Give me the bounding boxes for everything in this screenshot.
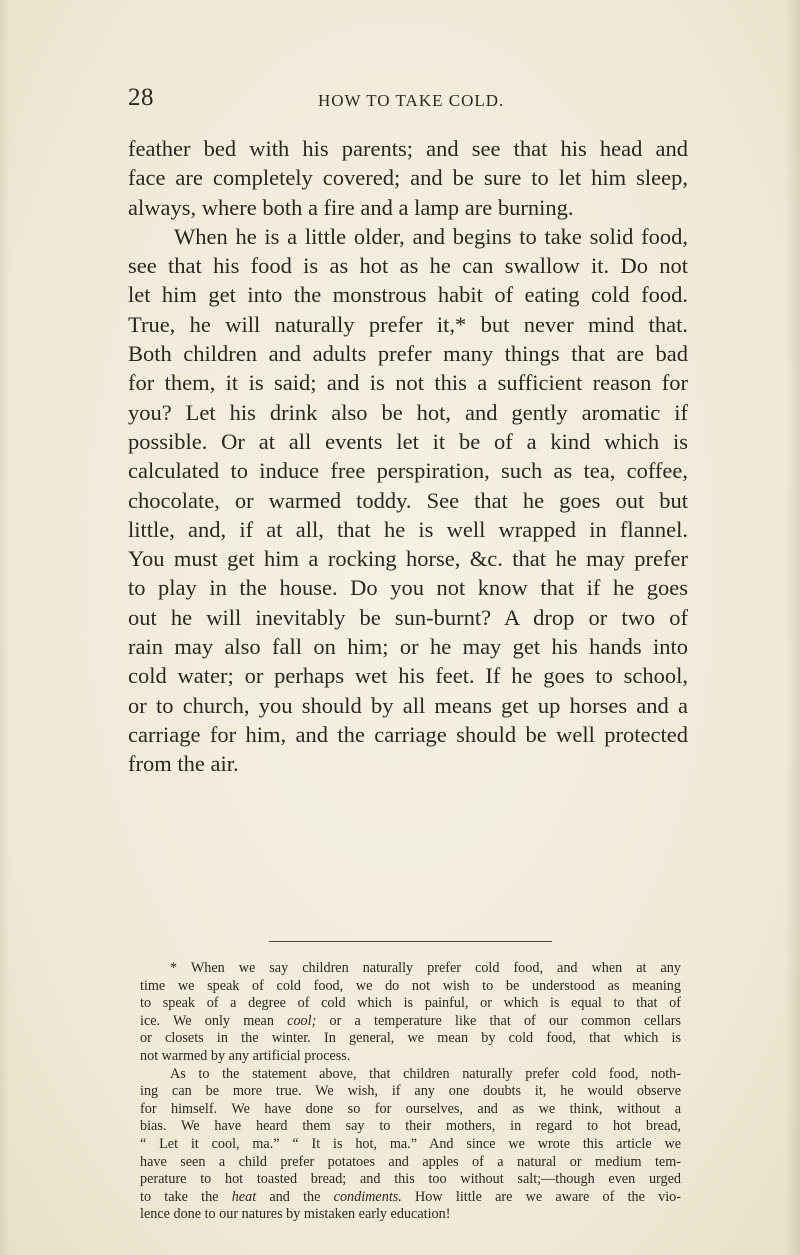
- footnote-rule: [269, 941, 552, 942]
- footnote-line: time we speak of cold food, we do not wish to be understood as meaning: [140, 977, 681, 994]
- page-header: [128, 84, 688, 114]
- footnote-line: [140, 1189, 681, 1207]
- body-line: see that his food is as hot as he can swallow it. Do not: [128, 253, 688, 279]
- body-line: True, he will naturally prefer it,* but never mind that.: [128, 311, 688, 337]
- footnote-text: How little are we aware of the vio-: [401, 1188, 681, 1205]
- body-line: chocolate, or warmed toddy. See that he goes out but: [128, 487, 688, 513]
- body-line: always, where both a fire and a lamp are burning.: [128, 194, 574, 220]
- page-edge-shade: [786, 0, 800, 1255]
- footnote-text: ice. We only mean: [140, 1012, 288, 1029]
- body-line: or to church, you should by all means get up horses and a: [128, 692, 688, 718]
- footnote-line: As to the statement above, that children naturally prefer cold food, noth-: [170, 1065, 681, 1082]
- body-line: you? Let his drink also be hot, and gently aromatic if: [128, 399, 688, 425]
- footnote-line: or closets in the winter. In general, we mean by cold food, that which is: [140, 1030, 681, 1047]
- body-line: carriage for him, and the carriage should be well protected: [128, 721, 688, 747]
- body-line: You must get him a rocking horse, &c. that he may prefer: [128, 546, 688, 572]
- body-line: Both children and adults prefer many things that are bad: [128, 341, 688, 367]
- footnote-italic: cool;: [287, 1012, 317, 1029]
- footnote-line: ing can be more true. We wish, if any one doubts it, he would observe: [140, 1083, 681, 1100]
- body-line: from the air.: [128, 751, 239, 777]
- footnote-line: not warmed by any artificial process.: [140, 1047, 351, 1064]
- page-gutter-shade: [0, 0, 10, 1255]
- page-number: 28: [128, 84, 154, 111]
- body-line: feather bed with his parents; and see that his head and: [128, 136, 688, 161]
- body-text: [128, 134, 688, 779]
- footnote-line: perature to hot toasted bread; and this too without salt;—though even urged: [140, 1171, 681, 1188]
- footnote-line: for himself. We have done so for ourselves, and as we think, without a: [140, 1100, 681, 1117]
- body-line: possible. Or at all events let it be of a kind which is: [128, 428, 688, 454]
- footnote-text: to take the: [140, 1188, 232, 1205]
- footnote-text: and the: [256, 1188, 334, 1205]
- footnote-line: lence done to our natures by mistaken early education!: [140, 1206, 451, 1223]
- footnote-line: have seen a child prefer potatoes and apples of a natural or medium tem-: [140, 1153, 681, 1170]
- footnote: [140, 960, 681, 1224]
- footnote-italic: condiments.: [333, 1188, 402, 1205]
- body-line: When he is a little older, and begins to take solid food,: [174, 223, 688, 249]
- body-line: for them, it is said; and is not this a sufficient reason for: [128, 370, 688, 396]
- footnote-line: * When we say children naturally prefer cold food, and when at any: [170, 960, 681, 976]
- body-line: little, and, if at all, that he is well wrapped in flannel.: [128, 516, 688, 542]
- body-line: calculated to induce free perspiration, such as tea, coffee,: [128, 458, 688, 484]
- footnote-line: “ Let it cool, ma.” “ It is hot, ma.” And since we wrote this article we: [140, 1135, 681, 1152]
- body-line: out he will inevitably be sun-burnt? A drop or two of: [128, 604, 688, 630]
- footnote-text: or a temperature like that of our common cellars: [316, 1012, 681, 1029]
- body-line: to play in the house. Do you not know that if he goes: [128, 575, 688, 601]
- body-line: rain may also fall on him; or he may get his hands into: [128, 634, 688, 660]
- body-line: let him get into the monstrous habit of eating cold food.: [128, 282, 688, 308]
- footnote-line: to speak of a degree of cold which is painful, or which is equal to that of: [140, 995, 681, 1012]
- footnote-italic: heat: [231, 1188, 257, 1205]
- body-line: face are completely covered; and be sure to let him sleep,: [128, 165, 688, 191]
- body-line: cold water; or perhaps wet his feet. If he goes to school,: [128, 663, 688, 689]
- footnote-line: bias. We have heard them say to their mothers, in regard to hot bread,: [140, 1118, 681, 1135]
- running-head: HOW TO TAKE COLD.: [318, 91, 505, 110]
- footnote-line: [140, 1013, 681, 1031]
